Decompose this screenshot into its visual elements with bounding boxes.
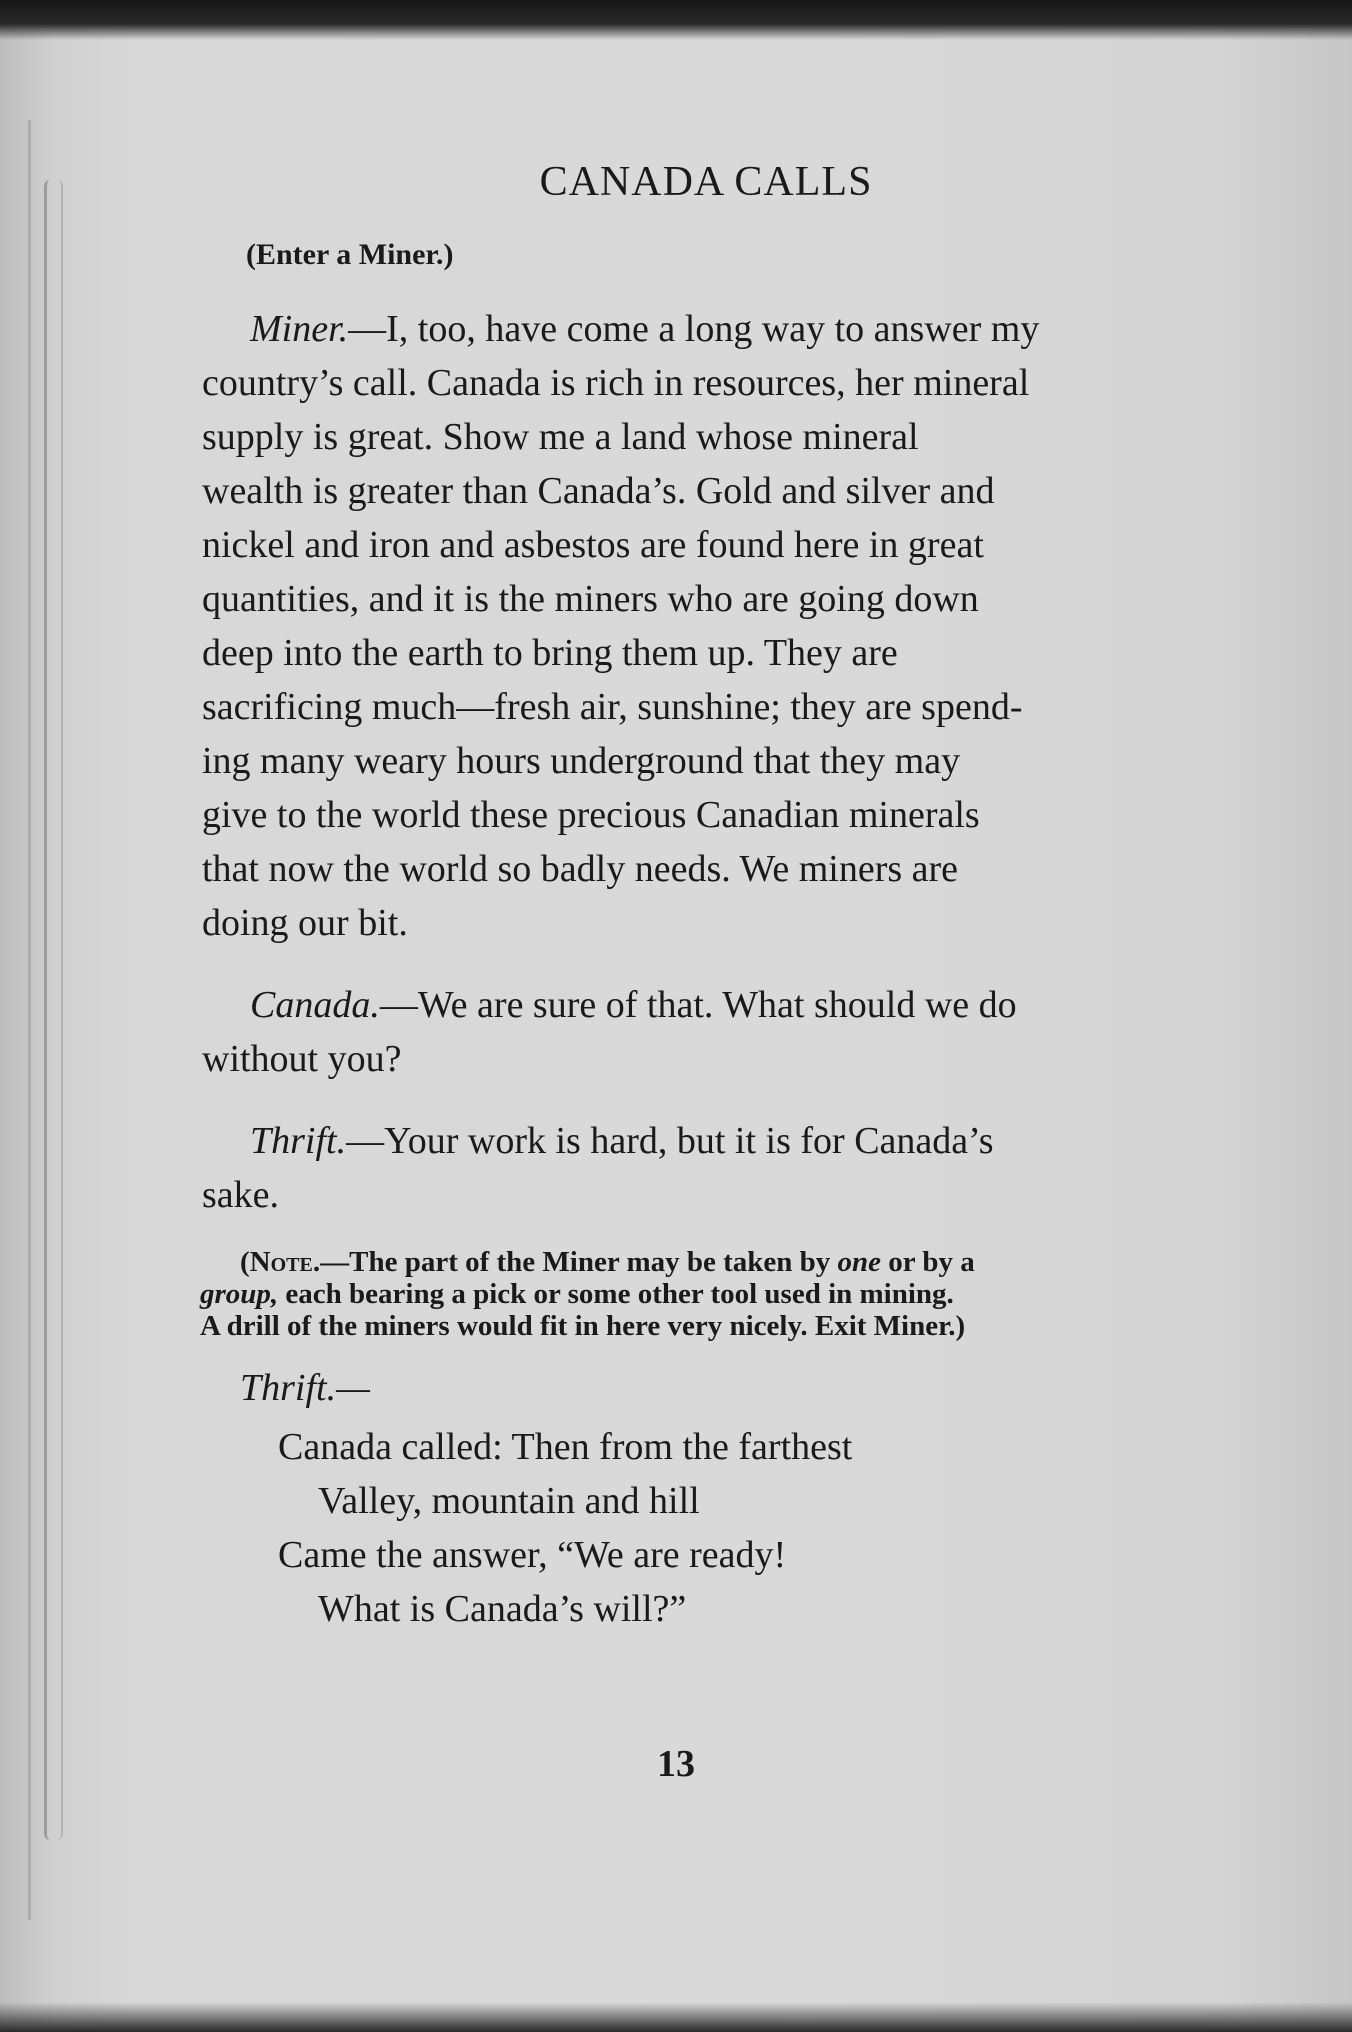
note-line-1: (Note.—The part of the Miner may be taken by one or by a: [240, 1246, 975, 1278]
note-label: Note.: [249, 1246, 321, 1278]
miner-line: doing our bit.: [202, 902, 408, 944]
page-top-shadow: [0, 0, 1352, 40]
speaker-thrift: Thrift.: [250, 1120, 347, 1162]
canada-line-1: Canada.—We are sure of that. What should we do: [250, 984, 1017, 1026]
running-head: CANADA CALLS: [539, 159, 873, 205]
miner-line-1: Miner.—I, too, have come a long way to answer my: [250, 308, 1040, 350]
canada-line-2: without you?: [202, 1038, 402, 1080]
stage-direction: (Enter a Miner.): [246, 238, 454, 271]
verse: [278, 1420, 852, 1636]
miner-line: ing many weary hours underground that they may: [202, 740, 961, 782]
miner-line: supply is great. Show me a land whose mineral: [202, 416, 919, 458]
verse-line: What is Canada’s will?”: [318, 1588, 687, 1630]
page-number: 13: [657, 1743, 695, 1785]
speaker-thrift-verse: Thrift.—: [240, 1367, 370, 1409]
binding-stitch: [44, 180, 63, 1840]
page-bottom-shadow: [0, 2002, 1352, 2032]
miner-line: sacrificing much—fresh air, sunshine; they are spend-: [202, 686, 1023, 728]
canada-speech: [202, 978, 1142, 1086]
thrift-line-1: Thrift.—Your work is hard, but it is for Canada’s: [250, 1120, 994, 1162]
stage-note: [200, 1246, 1128, 1342]
miner-line: quantities, and it is the miners who are going down: [202, 578, 979, 620]
speaker-miner: Miner.: [250, 308, 349, 350]
miner-line: wealth is greater than Canada’s. Gold and silver and: [202, 470, 995, 512]
miner-line: country’s call. Canada is rich in resources, her mineral: [202, 362, 1030, 404]
note-line-3: A drill of the miners would fit in here very nicely. Exit Miner.): [200, 1310, 966, 1342]
miner-line: nickel and iron and asbestos are found here in great: [202, 524, 984, 566]
binding-thread: [28, 120, 31, 1920]
note-line-2: group, each bearing a pick or some other tool used in mining.: [200, 1278, 954, 1310]
miner-line: deep into the earth to bring them up. They are: [202, 632, 898, 674]
thrift-line-2: sake.: [202, 1174, 280, 1216]
speaker-canada: Canada.: [250, 984, 380, 1026]
verse-line: Canada called: Then from the farthest: [278, 1426, 853, 1468]
thrift-speech: [202, 1114, 1142, 1222]
miner-speech: [202, 302, 1142, 950]
miner-line: give to the world these precious Canadian minerals: [202, 794, 980, 836]
miner-line: that now the world so badly needs. We miners are: [202, 848, 959, 890]
verse-line: Valley, mountain and hill: [318, 1480, 700, 1522]
verse-line: Came the answer, “We are ready!: [278, 1534, 787, 1576]
